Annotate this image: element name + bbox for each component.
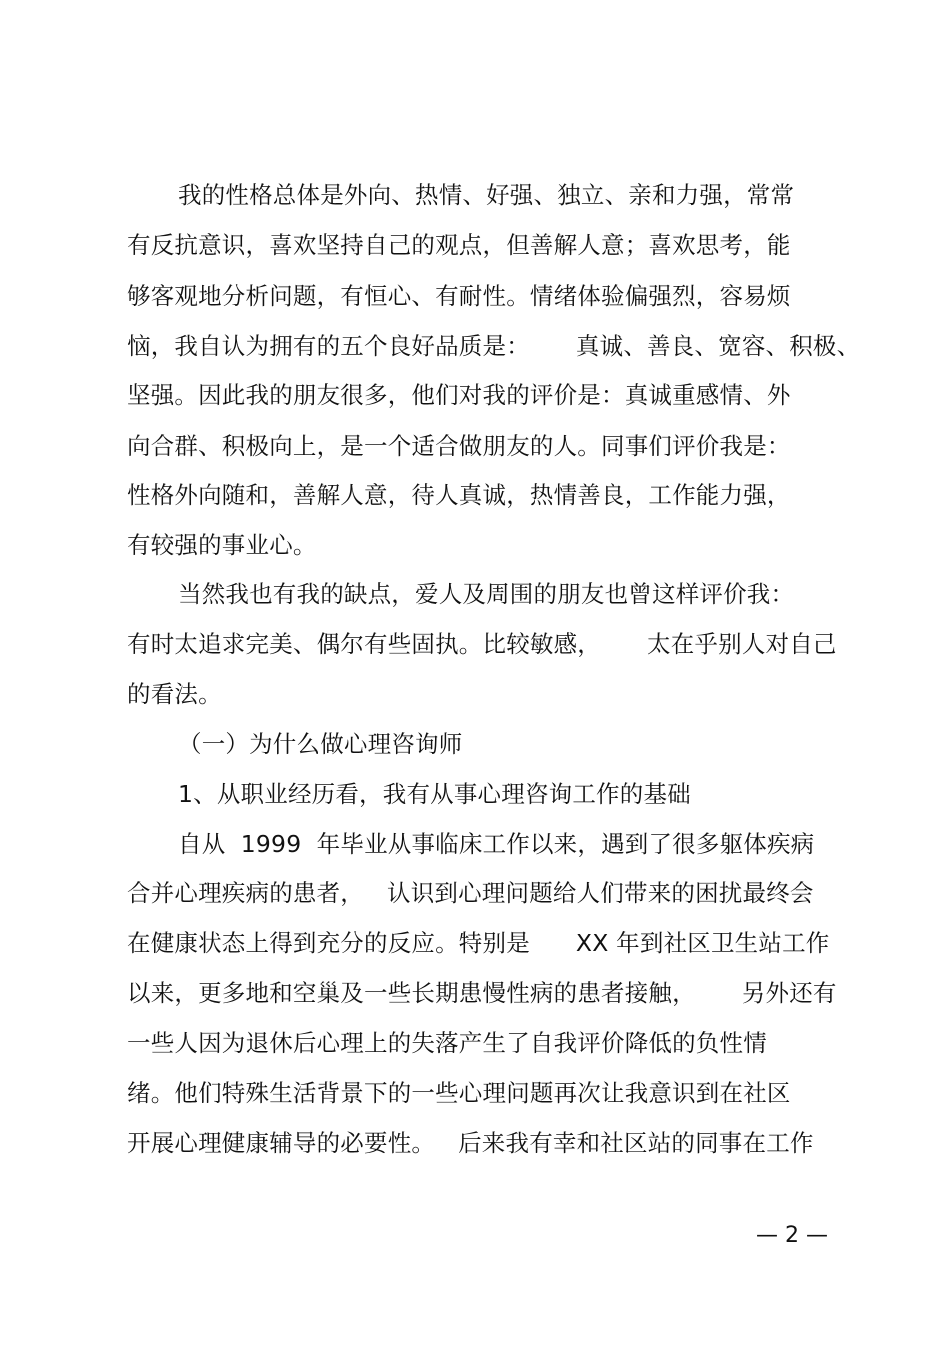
- text-line-10: 有时太追求完美、偶尔有些固执。比较敏感， 太在乎别人对自己: [127, 630, 837, 658]
- text-line-14: 自从 1999 年毕业从事临床工作以来，遇到了很多躯体疾病: [178, 830, 815, 858]
- subsection-heading: 1、从职业经历看，我有从事心理咨询工作的基础: [178, 780, 691, 808]
- text-line-7: 性格外向随和，善解人意，待人真诚，热情善良，工作能力强，: [127, 481, 791, 509]
- text-line-3: 够客观地分析问题，有恒心、有耐性。情绪体验偏强烈，容易烦: [127, 282, 791, 310]
- text-line-1: 我的性格总体是外向、热情、好强、独立、亲和力强，常常: [178, 181, 795, 209]
- text-line-19: 绪。他们特殊生活背景下的一些心理问题再次让我意识到在社区: [127, 1079, 791, 1107]
- text-line-11: 的看法。: [127, 680, 222, 708]
- text-line-15: 合并心理疾病的患者， 认识到心理问题给人们带来的困扰最终会: [127, 879, 814, 907]
- text-line-17: 以来，更多地和空巢及一些长期患慢性病的患者接触， 另外还有: [127, 979, 837, 1007]
- text-line-18: 一些人因为退休后心理上的失落产生了自我评价降低的负性情: [127, 1029, 767, 1057]
- text-line-20: 开展心理健康辅导的必要性。 后来我有幸和社区站的同事在工作: [127, 1129, 814, 1157]
- text-line-8: 有较强的事业心。: [127, 531, 317, 559]
- page-number: — 2 —: [756, 1223, 828, 1248]
- text-line-5: 坚强。因此我的朋友很多，他们对我的评价是：真诚重感情、外: [127, 381, 791, 409]
- text-line-6: 向合群、积极向上，是一个适合做朋友的人。同事们评价我是：: [127, 432, 791, 460]
- text-line-2: 有反抗意识，喜欢坚持自己的观点，但善解人意；喜欢思考，能: [127, 231, 791, 259]
- text-line-16: 在健康状态上得到充分的反应。特别是 XX 年到社区卫生站工作: [127, 929, 830, 957]
- text-line-4: 恼，我自认为拥有的五个良好品质是： 真诚、善良、宽容、积极、: [127, 332, 861, 360]
- text-line-9: 当然我也有我的缺点，爱人及周围的朋友也曾这样评价我：: [178, 580, 795, 608]
- section-heading: （一）为什么做心理咨询师: [178, 730, 463, 758]
